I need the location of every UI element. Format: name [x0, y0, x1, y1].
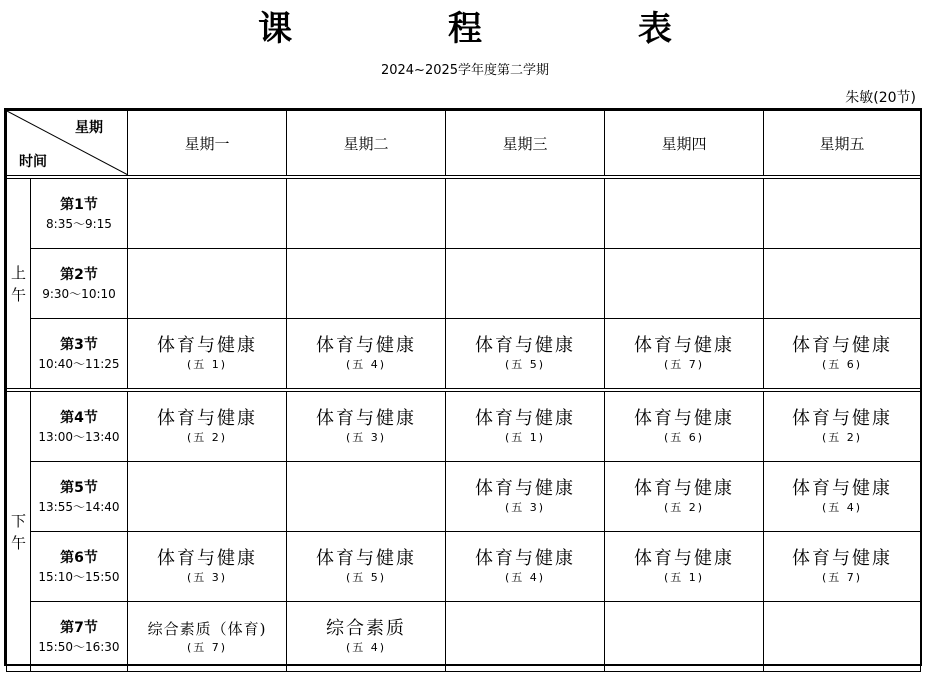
course-name: 体育与健康 — [475, 407, 575, 429]
schedule-cell[interactable] — [446, 319, 605, 389]
course-name: 体育与健康 — [634, 477, 734, 499]
period-label — [31, 602, 128, 672]
class-name: (五 3) — [504, 500, 546, 514]
period-label — [31, 249, 128, 319]
period-row — [7, 249, 921, 319]
corner-cell — [7, 111, 128, 176]
period-label — [31, 532, 128, 602]
period-row — [7, 179, 921, 249]
period-name: 第5节 — [60, 479, 98, 496]
course-name: 体育与健康 — [316, 407, 416, 429]
course-name: 体育与健康 — [316, 334, 416, 356]
schedule-cell[interactable] — [446, 602, 605, 672]
period-row — [7, 462, 921, 532]
period-label — [31, 319, 128, 389]
class-name: (五 2) — [663, 500, 705, 514]
class-name: (五 4) — [345, 640, 387, 654]
period-time: 10:40～11:25 — [38, 356, 120, 371]
header-row — [7, 111, 921, 176]
day-header-mon: 星期一 — [128, 111, 287, 176]
course-name: 体育与健康 — [634, 407, 734, 429]
period-name: 第2节 — [60, 266, 98, 283]
schedule-cell[interactable] — [128, 392, 287, 462]
period-row — [7, 602, 921, 672]
class-name: (五 6) — [821, 357, 863, 371]
schedule-cell[interactable] — [605, 319, 764, 389]
period-name: 第7节 — [60, 619, 98, 636]
period-name: 第3节 — [60, 336, 98, 353]
schedule-cell[interactable] — [446, 179, 605, 249]
period-name: 第4节 — [60, 409, 98, 426]
schedule-cell[interactable] — [446, 532, 605, 602]
schedule-cell[interactable] — [128, 319, 287, 389]
period-name: 第1节 — [60, 196, 98, 213]
schedule-cell[interactable] — [446, 249, 605, 319]
schedule-cell[interactable] — [605, 532, 764, 602]
schedule-cell[interactable] — [287, 602, 446, 672]
course-name: 体育与健康 — [792, 547, 892, 569]
semester-subtitle: 2024~2025学年度第二学期 — [380, 63, 550, 78]
course-name: 体育与健康 — [475, 547, 575, 569]
schedule-cell[interactable] — [764, 602, 921, 672]
class-name: (五 3) — [186, 570, 228, 584]
period-time: 13:00～13:40 — [38, 429, 120, 444]
timetable — [6, 110, 921, 672]
course-name: 体育与健康 — [792, 407, 892, 429]
course-name: 体育与健康 — [634, 334, 734, 356]
schedule-cell[interactable] — [128, 602, 287, 672]
course-name: 体育与健康 — [157, 334, 257, 356]
half-label-morning — [7, 179, 31, 389]
class-name: (五 3) — [345, 430, 387, 444]
day-header-wed: 星期三 — [446, 111, 605, 176]
schedule-cell[interactable] — [764, 462, 921, 532]
day-header-fri: 星期五 — [764, 111, 921, 176]
schedule-cell[interactable] — [605, 462, 764, 532]
period-label — [31, 392, 128, 462]
class-name: (五 2) — [186, 430, 228, 444]
page-title: 课 程 表 — [258, 9, 744, 49]
period-name: 第6节 — [60, 549, 98, 566]
class-name: (五 7) — [663, 357, 705, 371]
course-name: 体育与健康 — [634, 547, 734, 569]
schedule-cell[interactable] — [128, 532, 287, 602]
schedule-cell[interactable] — [764, 532, 921, 602]
schedule-cell[interactable] — [764, 249, 921, 319]
course-name: 综合素质（体育) — [147, 619, 267, 638]
course-name: 综合素质 — [326, 617, 406, 639]
period-time: 13:55～14:40 — [38, 499, 120, 514]
half-char: 上 — [10, 263, 26, 282]
schedule-cell[interactable] — [287, 249, 446, 319]
period-label — [31, 179, 128, 249]
class-name: (五 1) — [186, 357, 228, 371]
schedule-cell[interactable] — [605, 179, 764, 249]
period-time: 9:30～10:10 — [42, 286, 116, 301]
half-char: 午 — [10, 285, 26, 304]
half-char: 下 — [10, 511, 26, 530]
schedule-cell[interactable] — [287, 179, 446, 249]
schedule-cell[interactable] — [605, 392, 764, 462]
schedule-cell[interactable] — [287, 462, 446, 532]
course-name: 体育与健康 — [157, 547, 257, 569]
class-name: (五 7) — [821, 570, 863, 584]
schedule-cell[interactable] — [287, 532, 446, 602]
class-name: (五 4) — [504, 570, 546, 584]
class-name: (五 4) — [345, 357, 387, 371]
class-name: (五 1) — [663, 570, 705, 584]
period-row — [7, 532, 921, 602]
schedule-cell[interactable] — [605, 602, 764, 672]
class-name: (五 2) — [821, 430, 863, 444]
half-label-afternoon — [7, 392, 31, 672]
corner-time-label: 时间 — [19, 154, 47, 170]
schedule-cell[interactable] — [287, 319, 446, 389]
period-time: 15:10～15:50 — [38, 569, 120, 584]
class-name: (五 5) — [504, 357, 546, 371]
period-row — [7, 392, 921, 462]
period-time: 15:50～16:30 — [38, 639, 120, 654]
course-name: 体育与健康 — [157, 407, 257, 429]
period-label — [31, 462, 128, 532]
schedule-cell[interactable] — [764, 392, 921, 462]
schedule-cell[interactable] — [446, 392, 605, 462]
schedule-cell[interactable] — [128, 249, 287, 319]
class-name: (五 7) — [186, 640, 228, 654]
course-name: 体育与健康 — [475, 334, 575, 356]
day-header-thu: 星期四 — [605, 111, 764, 176]
schedule-cell[interactable] — [605, 249, 764, 319]
course-name: 体育与健康 — [792, 477, 892, 499]
course-name: 体育与健康 — [792, 334, 892, 356]
course-name: 体育与健康 — [316, 547, 416, 569]
schedule-cell[interactable] — [764, 319, 921, 389]
course-name: 体育与健康 — [475, 477, 575, 499]
class-name: (五 5) — [345, 570, 387, 584]
period-time: 8:35～9:15 — [46, 216, 112, 231]
schedule-cell[interactable] — [764, 179, 921, 249]
class-name: (五 1) — [504, 430, 546, 444]
corner-week-label: 星期 — [75, 120, 103, 136]
schedule-cell[interactable] — [446, 462, 605, 532]
schedule-cell[interactable] — [287, 392, 446, 462]
day-header-tue: 星期二 — [287, 111, 446, 176]
class-name: (五 6) — [663, 430, 705, 444]
period-row — [7, 319, 921, 389]
schedule-cell[interactable] — [128, 462, 287, 532]
half-char: 午 — [10, 533, 26, 552]
schedule-cell[interactable] — [128, 179, 287, 249]
class-name: (五 4) — [821, 500, 863, 514]
teacher-label: 朱敏(20节) — [845, 90, 916, 106]
